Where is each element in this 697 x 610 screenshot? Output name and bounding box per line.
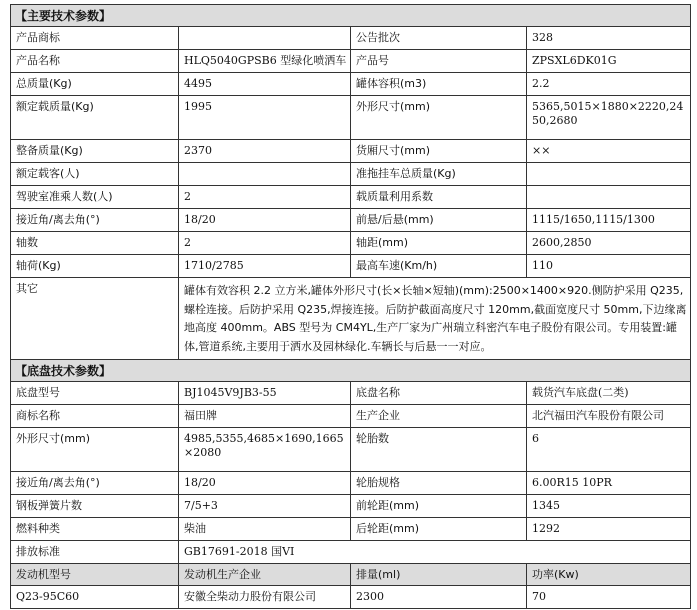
spec-label: 接近角/离去角(°) bbox=[11, 472, 179, 495]
spec-value: 1292 bbox=[527, 518, 691, 541]
spec-label: 商标名称 bbox=[11, 405, 179, 428]
section-title: 【底盘技术参数】 bbox=[11, 360, 691, 382]
spec-value: 北汽福田汽车股份有限公司 bbox=[527, 405, 691, 428]
spec-value: 6 bbox=[527, 428, 691, 472]
engine-header-row bbox=[11, 564, 691, 586]
other-row bbox=[11, 278, 691, 360]
spec-value: ×× bbox=[527, 140, 691, 163]
spec-row bbox=[11, 140, 691, 163]
spec-value: 2370 bbox=[179, 140, 351, 163]
spec-label: 轴数 bbox=[11, 232, 179, 255]
spec-label: 最高车速(Km/h) bbox=[351, 255, 527, 278]
spec-row bbox=[11, 382, 691, 405]
spec-row bbox=[11, 209, 691, 232]
engine-value: 70 bbox=[527, 586, 691, 609]
spec-label: 底盘型号 bbox=[11, 382, 179, 405]
spec-table bbox=[10, 4, 691, 609]
spec-value: 载货汽车底盘(二类) bbox=[527, 382, 691, 405]
spec-label: 公告批次 bbox=[351, 27, 527, 50]
spec-value: 328 bbox=[527, 27, 691, 50]
spec-row bbox=[11, 472, 691, 495]
spec-label: 整备质量(Kg) bbox=[11, 140, 179, 163]
spec-value bbox=[179, 163, 351, 186]
spec-value: 5365,5015×1880×2220,2450,2680 bbox=[527, 96, 691, 140]
section-title: 【主要技术参数】 bbox=[11, 5, 691, 27]
spec-row bbox=[11, 495, 691, 518]
spec-value: 110 bbox=[527, 255, 691, 278]
chassis-section-header bbox=[11, 360, 691, 382]
spec-value bbox=[179, 27, 351, 50]
engine-header: 排量(ml) bbox=[351, 564, 527, 586]
spec-label: 准拖挂车总质量(Kg) bbox=[351, 163, 527, 186]
engine-header: 发动机生产企业 bbox=[179, 564, 351, 586]
spec-label: 驾驶室准乘人数(人) bbox=[11, 186, 179, 209]
spec-label: 轴距(mm) bbox=[351, 232, 527, 255]
engine-value: Q23-95C60 bbox=[11, 586, 179, 609]
other-label: 其它 bbox=[11, 278, 179, 360]
spec-label: 钢板弹簧片数 bbox=[11, 495, 179, 518]
spec-value: 1345 bbox=[527, 495, 691, 518]
spec-value: 2 bbox=[179, 232, 351, 255]
engine-header: 功率(Kw) bbox=[527, 564, 691, 586]
spec-label: 外形尺寸(mm) bbox=[351, 96, 527, 140]
spec-label: 后轮距(mm) bbox=[351, 518, 527, 541]
spec-label: 轮胎数 bbox=[351, 428, 527, 472]
spec-value: 1710/2785 bbox=[179, 255, 351, 278]
spec-label: 额定载质量(Kg) bbox=[11, 96, 179, 140]
emission-row bbox=[11, 541, 691, 564]
spec-value: HLQ5040GPSB6 型绿化喷洒车 bbox=[179, 50, 351, 73]
spec-value: 福田牌 bbox=[179, 405, 351, 428]
spec-value: 1115/1650,1115/1300 bbox=[527, 209, 691, 232]
spec-row bbox=[11, 232, 691, 255]
spec-label: 底盘名称 bbox=[351, 382, 527, 405]
spec-label: 货厢尺寸(mm) bbox=[351, 140, 527, 163]
spec-value: 2600,2850 bbox=[527, 232, 691, 255]
spec-value: 18/20 bbox=[179, 472, 351, 495]
spec-row bbox=[11, 163, 691, 186]
spec-row bbox=[11, 405, 691, 428]
spec-row bbox=[11, 518, 691, 541]
spec-label: 罐体容积(m3) bbox=[351, 73, 527, 96]
spec-row bbox=[11, 73, 691, 96]
emission-label: 排放标准 bbox=[11, 541, 179, 564]
other-text: 罐体有效容积 2.2 立方米,罐体外形尺寸(长×长轴×短轴)(mm):2500×1400×920.侧防护采用 Q235,螺栓连接。后防护采用 Q235,焊接连接。后防护截面高度尺寸 120mm,截面宽度尺寸 50mm,下边缘离地高度 400mm。ABS 型号为 CM4YL,生产厂家为广州瑞立科密汽车电子股份有限公司。专用装置:罐体,管道系统,主要用于洒水及园林绿化.车辆长与后悬一一对应。 bbox=[179, 278, 691, 360]
spec-label: 外形尺寸(mm) bbox=[11, 428, 179, 472]
spec-label: 轴荷(Kg) bbox=[11, 255, 179, 278]
engine-value-row bbox=[11, 586, 691, 609]
spec-value: 柴油 bbox=[179, 518, 351, 541]
spec-label: 额定载客(人) bbox=[11, 163, 179, 186]
spec-value: 1995 bbox=[179, 96, 351, 140]
spec-label: 产品号 bbox=[351, 50, 527, 73]
engine-header: 发动机型号 bbox=[11, 564, 179, 586]
spec-label: 载质量利用系数 bbox=[351, 186, 527, 209]
spec-label: 前悬/后悬(mm) bbox=[351, 209, 527, 232]
spec-value: ZPSXL6DK01G bbox=[527, 50, 691, 73]
spec-label: 轮胎规格 bbox=[351, 472, 527, 495]
spec-value: 4495 bbox=[179, 73, 351, 96]
spec-value bbox=[527, 163, 691, 186]
spec-table-body bbox=[11, 5, 691, 609]
spec-value: 7/5+3 bbox=[179, 495, 351, 518]
spec-row bbox=[11, 428, 691, 472]
spec-value: 2.2 bbox=[527, 73, 691, 96]
spec-label: 燃料种类 bbox=[11, 518, 179, 541]
main-section-header bbox=[11, 5, 691, 27]
spec-value bbox=[527, 186, 691, 209]
spec-value: 6.00R15 10PR bbox=[527, 472, 691, 495]
spec-label: 总质量(Kg) bbox=[11, 73, 179, 96]
spec-value: BJ1045V9JB3-55 bbox=[179, 382, 351, 405]
spec-label: 产品商标 bbox=[11, 27, 179, 50]
spec-row bbox=[11, 27, 691, 50]
engine-value: 2300 bbox=[351, 586, 527, 609]
engine-value: 安徽全柴动力股份有限公司 bbox=[179, 586, 351, 609]
spec-value: 4985,5355,4685×1690,1665×2080 bbox=[179, 428, 351, 472]
spec-row bbox=[11, 96, 691, 140]
spec-label: 前轮距(mm) bbox=[351, 495, 527, 518]
spec-label: 生产企业 bbox=[351, 405, 527, 428]
spec-label: 接近角/离去角(°) bbox=[11, 209, 179, 232]
spec-row bbox=[11, 255, 691, 278]
spec-label: 产品名称 bbox=[11, 50, 179, 73]
spec-value: 18/20 bbox=[179, 209, 351, 232]
spec-row bbox=[11, 186, 691, 209]
spec-value: 2 bbox=[179, 186, 351, 209]
emission-value: GB17691-2018 国VI bbox=[179, 541, 691, 564]
spec-row bbox=[11, 50, 691, 73]
